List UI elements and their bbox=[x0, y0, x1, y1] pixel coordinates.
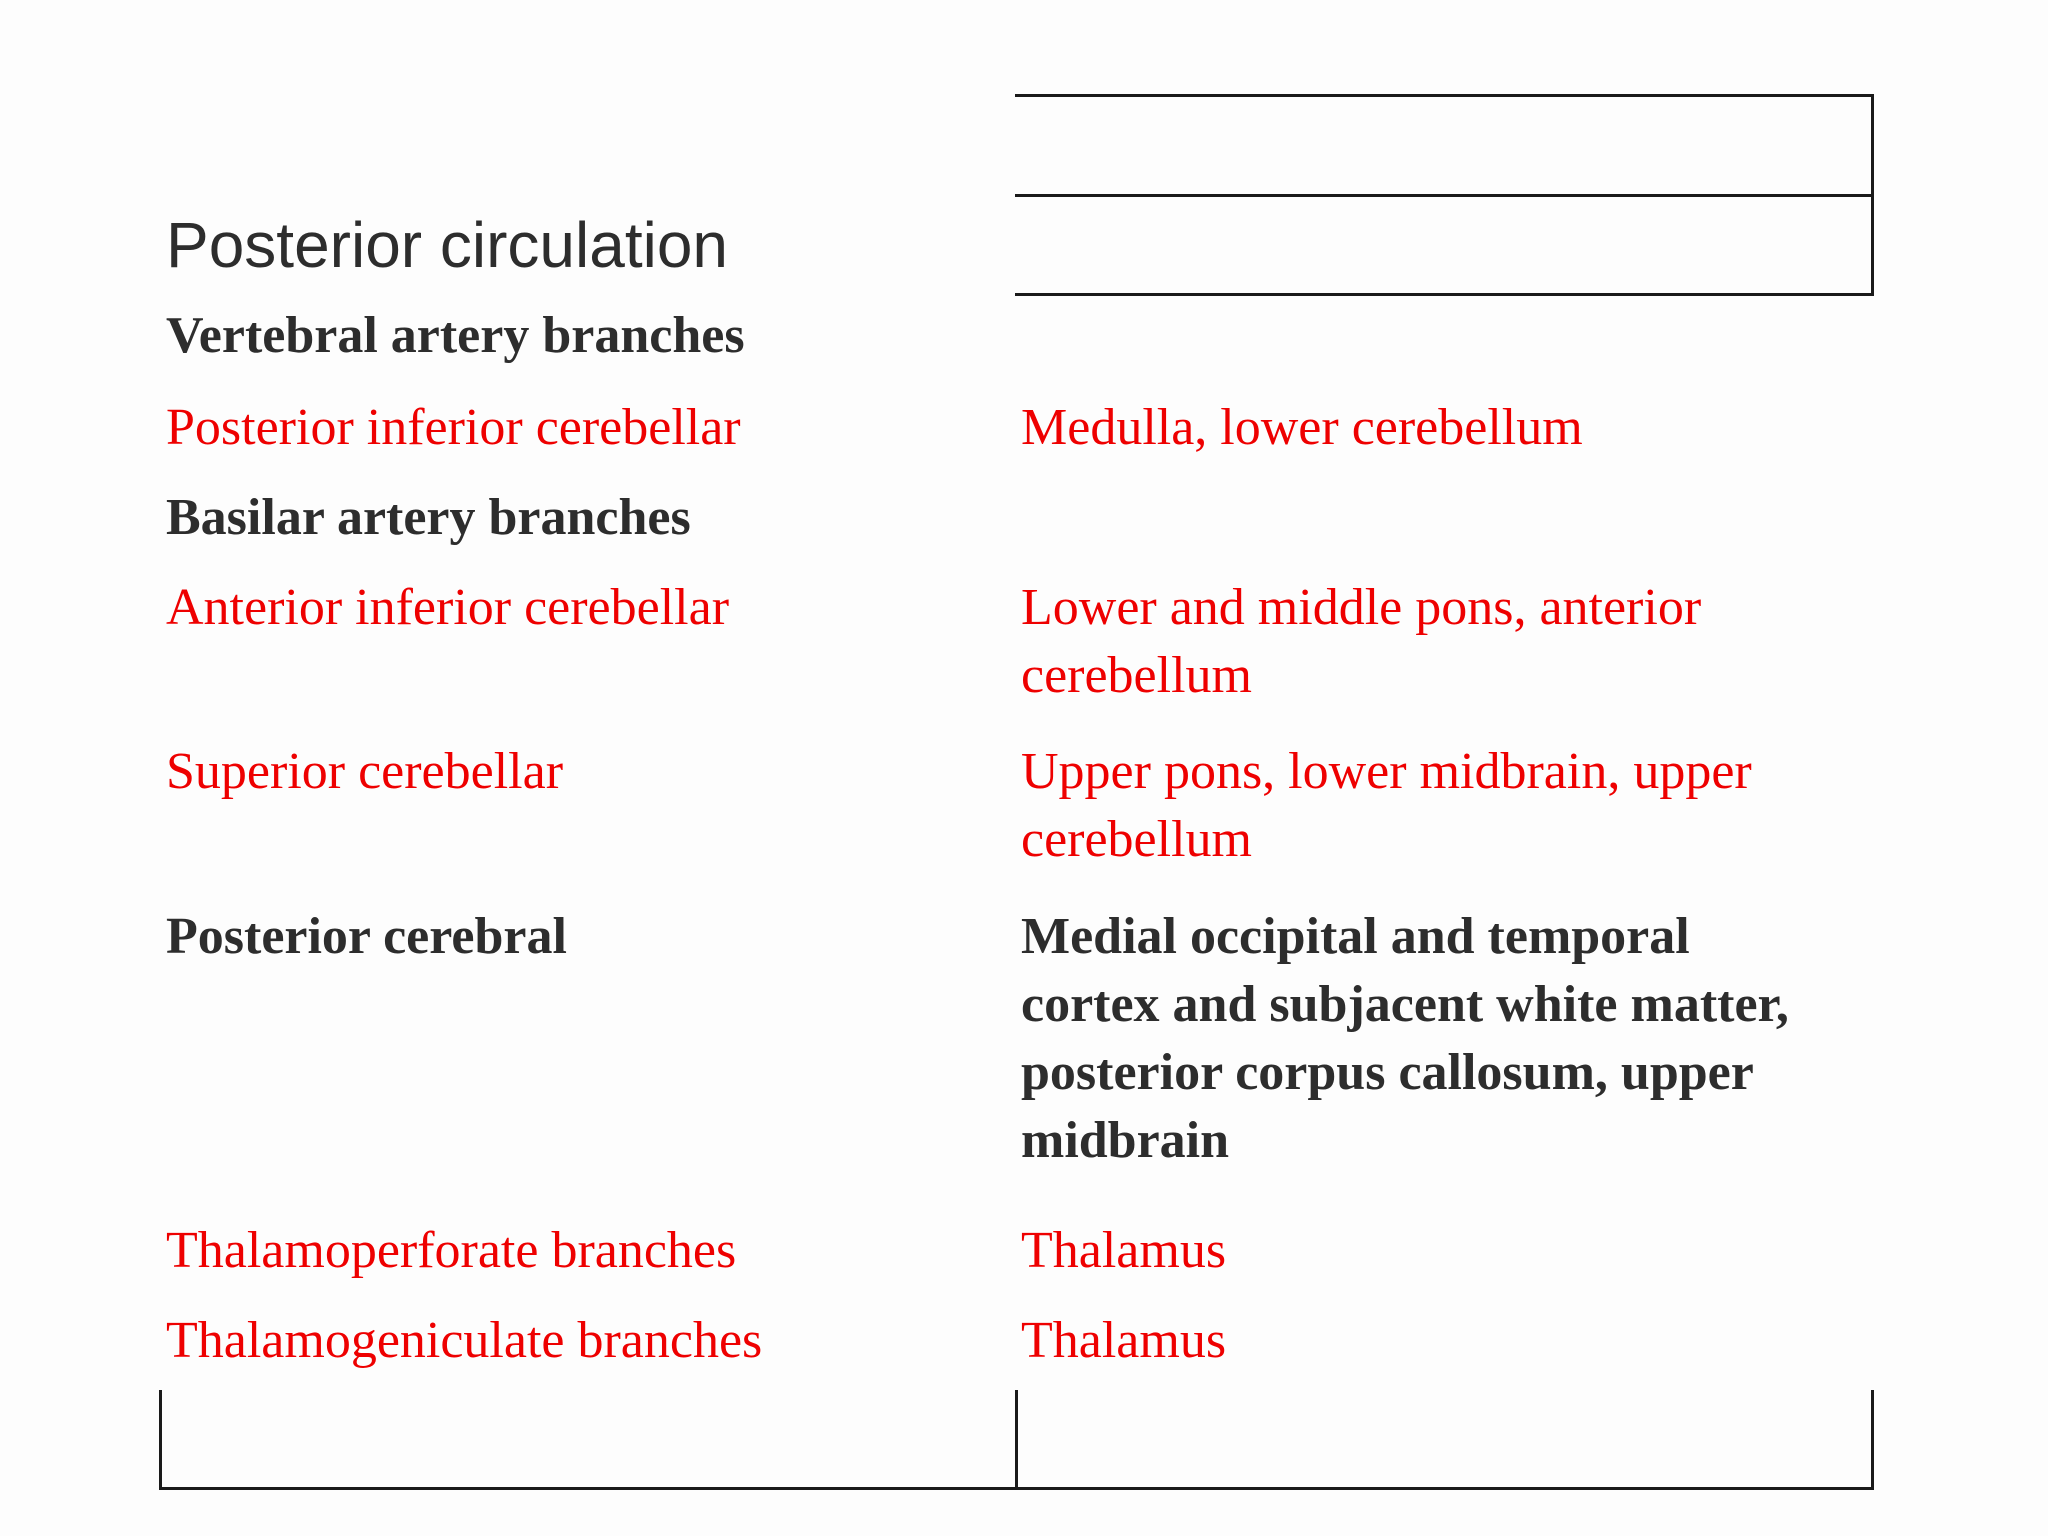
territory-line: posterior corpus callosum, upper bbox=[1021, 1044, 1754, 1101]
territory-line: Lower and middle pons, anterior bbox=[1021, 579, 1702, 636]
artery-cell: Posterior cerebral bbox=[166, 908, 567, 965]
territory-cell bbox=[1021, 1217, 1226, 1285]
territory-cell bbox=[1021, 1307, 1226, 1375]
territory-cell bbox=[1021, 903, 1789, 1175]
territory-line: Medial occipital and temporal bbox=[1021, 908, 1690, 965]
table-rule-top bbox=[1015, 94, 1874, 97]
section-heading-basilar: Basilar artery branches bbox=[166, 489, 691, 546]
artery-cell: Thalamogeniculate branches bbox=[166, 1312, 763, 1369]
table-rule-header-mid bbox=[1015, 194, 1874, 197]
territory-cell bbox=[1021, 394, 1583, 462]
territory-line: cerebellum bbox=[1021, 811, 1252, 868]
table-rule-middle-bottom bbox=[1015, 1390, 1018, 1490]
territory-line: Thalamus bbox=[1021, 1222, 1227, 1279]
table-rule-bottom bbox=[159, 1487, 1874, 1490]
page-title: Posterior circulation bbox=[166, 209, 728, 281]
territory-line: midbrain bbox=[1021, 1112, 1230, 1169]
territory-line: cerebellum bbox=[1021, 647, 1252, 704]
section-heading-vertebral: Vertebral artery branches bbox=[166, 307, 745, 364]
territory-line: Upper pons, lower midbrain, upper bbox=[1021, 743, 1752, 800]
artery-cell: Posterior inferior cerebellar bbox=[166, 399, 741, 456]
artery-cell: Anterior inferior cerebellar bbox=[166, 579, 730, 636]
territory-line: Medulla, lower cerebellum bbox=[1021, 399, 1583, 456]
territory-cell bbox=[1021, 738, 1752, 874]
territory-cell bbox=[1021, 574, 1701, 710]
artery-cell: Superior cerebellar bbox=[166, 743, 564, 800]
table-rule-right-top bbox=[1871, 94, 1874, 296]
artery-cell: Thalamoperforate branches bbox=[166, 1222, 737, 1279]
territory-line: cortex and subjacent white matter, bbox=[1021, 976, 1789, 1033]
table-rule-left-bottom bbox=[159, 1390, 162, 1490]
table-rule-right-bottom bbox=[1871, 1390, 1874, 1490]
table-rule-header-bottom bbox=[1015, 293, 1874, 296]
territory-line: Thalamus bbox=[1021, 1312, 1227, 1369]
